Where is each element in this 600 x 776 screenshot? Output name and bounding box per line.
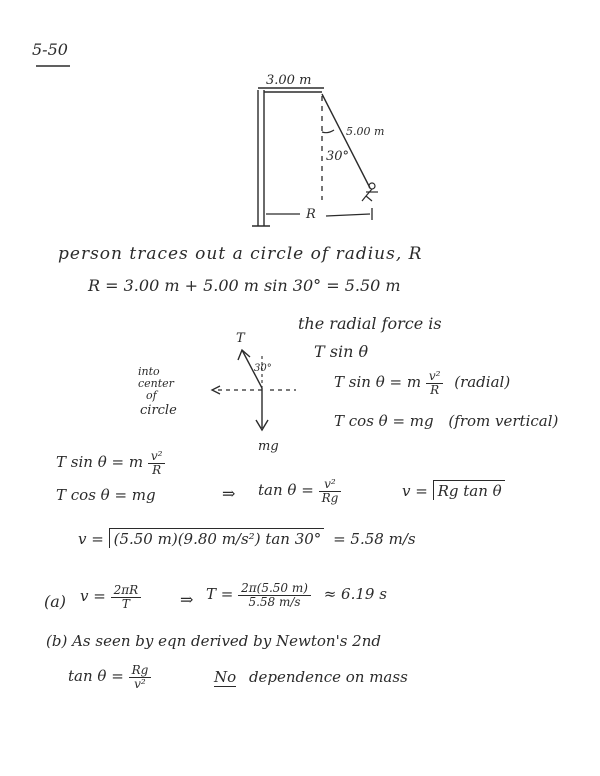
radial-equation: T sin θ = m $\frac{\text{v²}}{R}$ (radial) xyxy=(334,369,511,397)
diagram-top-length: 3.00 m xyxy=(266,73,312,88)
vertical-equation: T cos θ = mg (from vertical) xyxy=(334,412,559,430)
radial-note-line2: T sin θ xyxy=(314,342,369,361)
part-b-conclusion: No dependence on mass xyxy=(214,668,408,686)
radial-note-line1: the radial force is xyxy=(298,314,442,333)
fbd-weight-label: mg xyxy=(258,439,279,454)
fbd-side-note-1: into xyxy=(138,365,160,378)
part-a-label: (a) xyxy=(44,592,67,611)
system-line2: T cos θ = mg xyxy=(56,486,156,504)
part-a-t-equation: T = $\frac{2\pi(5.50 m)}{5.58 m/s}$ ≈ 6.19 s xyxy=(206,581,387,609)
part-b-tan-equation: tan θ = $\frac{Rg}{\text{v²}}$ xyxy=(68,664,151,690)
fbd-side-note-2: center xyxy=(138,377,174,390)
fbd-tension-label: T xyxy=(236,331,245,346)
radius-equation: R = 3.00 m + 5.00 m sin 30° = 5.50 m xyxy=(88,276,401,295)
problem-number: 5-50 xyxy=(32,40,68,59)
diagram-cable-length: 5.00 m xyxy=(346,125,385,138)
part-b-line1: (b) As seen by eqn derived by Newton's 2nd xyxy=(46,632,381,650)
velocity-calculation: v = (5.50 m)(9.80 m/s²) tan 30° = 5.58 m/s xyxy=(78,530,416,548)
diagram-angle: 30° xyxy=(326,149,350,164)
part-a-arrow: ⇒ xyxy=(180,590,194,609)
description-text: person traces out a circle of radius, R xyxy=(58,244,423,264)
diagram-radius-label: R xyxy=(306,207,316,222)
fbd-side-note-4: circle xyxy=(140,403,177,418)
tan-equation: tan θ = $\frac{\text{v²}}{Rg}$ xyxy=(258,478,341,504)
v-formula: v = Rg tan θ xyxy=(402,484,505,499)
system-line1: T sin θ = m $\frac{\text{v²}}{R}$ xyxy=(56,450,165,476)
part-a-v-equation: v = $\frac{2\pi R}{T}$ xyxy=(80,584,141,610)
system-arrow: ⇒ xyxy=(222,484,236,503)
fbd-angle-label: 30° xyxy=(254,363,272,374)
fbd-side-note-3: of xyxy=(146,389,157,402)
